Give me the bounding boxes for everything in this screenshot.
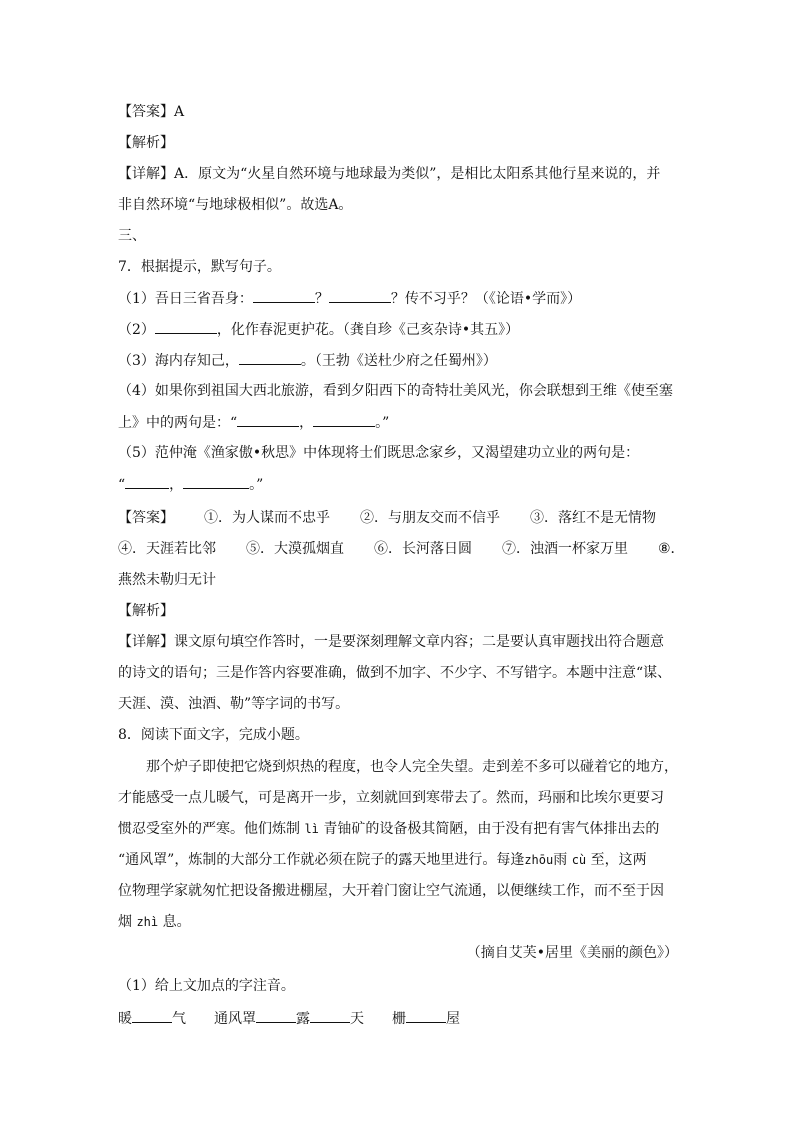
q7-item-4-tail: 。” xyxy=(375,415,390,431)
q7-item-5-comma: ， xyxy=(169,477,184,493)
answer-blank xyxy=(237,412,299,427)
answer-blank xyxy=(329,288,391,303)
q7-stem: 7．根据提示，默写句子。 xyxy=(118,259,281,275)
answer-blank xyxy=(155,319,217,334)
pinyin-text: zhì xyxy=(136,915,159,929)
answer-blank xyxy=(132,1008,172,1023)
passage-text: 息。 xyxy=(162,914,191,930)
q6-detail-line-1 xyxy=(118,164,660,184)
q7-item-3 xyxy=(118,350,497,371)
q7-detail-line-3: 天涯、漠、浊酒、勒”等字词的书写。 xyxy=(118,696,350,712)
q8-stem: 8．阅读下面文字，完成小题。 xyxy=(118,727,309,743)
passage-line-3 xyxy=(118,819,659,839)
passage-source: （摘自艾芙•居里《美丽的颜色》） xyxy=(466,945,678,961)
q6-detail-line-2: 非自然环境“与地球极相似”。故选A。 xyxy=(118,197,353,213)
answer-item: ⑤．大漠孤烟直 xyxy=(246,541,344,557)
q6-answer-line xyxy=(118,102,184,122)
q7-item-1-tail: ？传不习乎？（《论语•学而》） xyxy=(390,291,582,307)
answer-label: 【答案】 xyxy=(118,104,174,120)
answer-blank xyxy=(256,1008,296,1023)
passage-line-5: 位物理学家就匆忙把设备搬进棚屋，大开着门窗让空气流通，以便继续工作，而不至于因 xyxy=(118,883,664,899)
q7-detail-line-2: 的诗文的语句；三是作答内容要准确，做到不加字、不少字、不写错字。本题中注意“谋、 xyxy=(118,665,672,681)
answer-blank xyxy=(125,474,169,489)
passage-text: 青铀矿的设备极其简陋，由于没有把有害气体排出去的 xyxy=(323,821,660,837)
q7-item-5-tail: 。” xyxy=(249,477,264,493)
phonetic-word: 通风罩 xyxy=(214,1011,256,1027)
answer-blank xyxy=(239,350,301,365)
phonetic-word: 天 xyxy=(350,1011,364,1027)
passage-text: 雨 xyxy=(553,852,568,868)
answer-value: A xyxy=(174,104,185,120)
detail-label: 【详解】 xyxy=(118,166,174,182)
answer-item: ③．落红不是无情物 xyxy=(530,510,656,526)
q7-answer-line-2 xyxy=(118,539,685,559)
q7-item-4-text: 上》中的两句是：“ xyxy=(118,415,238,431)
phonetic-word: 露 xyxy=(296,1011,310,1027)
detail-text: A．原文为“火星自然环境与地球最为类似”，是相比太阳系其他行星来说的，并 xyxy=(174,166,661,182)
answer-item: ②．与朋友交而不信乎 xyxy=(360,510,500,526)
phonetic-word: 屋 xyxy=(446,1011,460,1027)
q7-item-3-tail: 。（王勃《送杜少府之任蜀州》） xyxy=(300,353,497,369)
q7-item-5-line-1: （5）范仲淹《渔家傲•秋思》中体现将士们既思念家乡，又渴望建功立业的两句是： xyxy=(118,445,640,461)
answer-blank xyxy=(253,288,315,303)
passage-text: 惯忍受室外的严寒。他们炼制 xyxy=(118,821,300,837)
q8-sub-question-1: （1）给上文加点的字注音。 xyxy=(118,978,295,994)
pinyin-text: cù xyxy=(571,853,587,867)
q7-item-5-line-2 xyxy=(118,474,263,495)
q7-item-1-text: （1）吾日三省吾身： xyxy=(118,291,253,307)
answer-blank xyxy=(406,1008,446,1023)
answer-blank xyxy=(313,412,375,427)
phonetic-word: 气 xyxy=(172,1011,186,1027)
q7-item-3-text: （3）海内存知己， xyxy=(118,353,239,369)
answer-label: 【答案】 xyxy=(118,510,174,526)
q7-answer-line-1 xyxy=(118,508,656,528)
phonetic-word: 暖 xyxy=(118,1011,132,1027)
passage-line-1: 那个炉子即使把它烧到炽热的程度，也令人完全失望。走到差不多可以碰着它的地方， xyxy=(146,759,678,775)
q7-item-2-number: （2） xyxy=(118,322,155,338)
answer-blank xyxy=(310,1008,350,1023)
q7-item-2-text: ，化作春泥更护花。（龚自珍《己亥杂诗•其五》） xyxy=(216,322,520,338)
q7-item-4-line-1: （4）如果你到祖国大西北旅游，看到夕阳西下的奇特壮美风光，你会联想到王维《使至塞 xyxy=(118,383,673,399)
pinyin-text: lì xyxy=(304,822,319,836)
q7-item-1-mid: ？ xyxy=(314,291,329,307)
detail-text: 课文原句填空作答时，一是要深刻理解文章内容；二是要认真审题找出符合题意 xyxy=(174,634,664,650)
answer-blank xyxy=(183,474,249,489)
answer-item: ⑧． xyxy=(658,541,685,557)
q7-answer-line-3: 燕然未勒归无计 xyxy=(118,572,216,588)
q7-analysis-label: 【解析】 xyxy=(118,603,174,619)
q7-item-1 xyxy=(118,288,581,309)
q7-item-2 xyxy=(118,319,519,340)
answer-item: ⑦．浊酒一杯家万里 xyxy=(502,541,628,557)
passage-line-4 xyxy=(118,850,647,870)
passage-line-6 xyxy=(118,912,191,932)
passage-line-2: 才能感受一点儿暖气，可是离开一步，立刻就回到寒带去了。然而，玛丽和比埃尔更要习 xyxy=(118,790,664,806)
passage-text: 烟 xyxy=(118,914,132,930)
phonetic-blanks xyxy=(118,1008,460,1029)
passage-text: “通风罩”，炼制的大部分工作就必须在院子的露天地里进行。每逢 xyxy=(118,852,525,868)
passage-text: 至，这两 xyxy=(590,852,647,868)
answer-item: ①．为人谋而不忠乎 xyxy=(204,510,330,526)
answer-item: ⑥．长河落日圆 xyxy=(374,541,472,557)
detail-label: 【详解】 xyxy=(118,634,174,650)
q7-item-4-line-2 xyxy=(118,412,389,433)
q6-analysis-label: 【解析】 xyxy=(118,135,174,151)
q7-item-4-comma: ， xyxy=(299,415,314,431)
phonetic-word: 栅 xyxy=(392,1011,406,1027)
pinyin-text: zhōu xyxy=(524,853,554,867)
q7-detail-line-1 xyxy=(118,632,664,652)
section-heading: 三、 xyxy=(118,228,146,244)
q7-item-5-open-quote: “ xyxy=(118,477,126,493)
answer-item: ④．天涯若比邻 xyxy=(118,541,216,557)
